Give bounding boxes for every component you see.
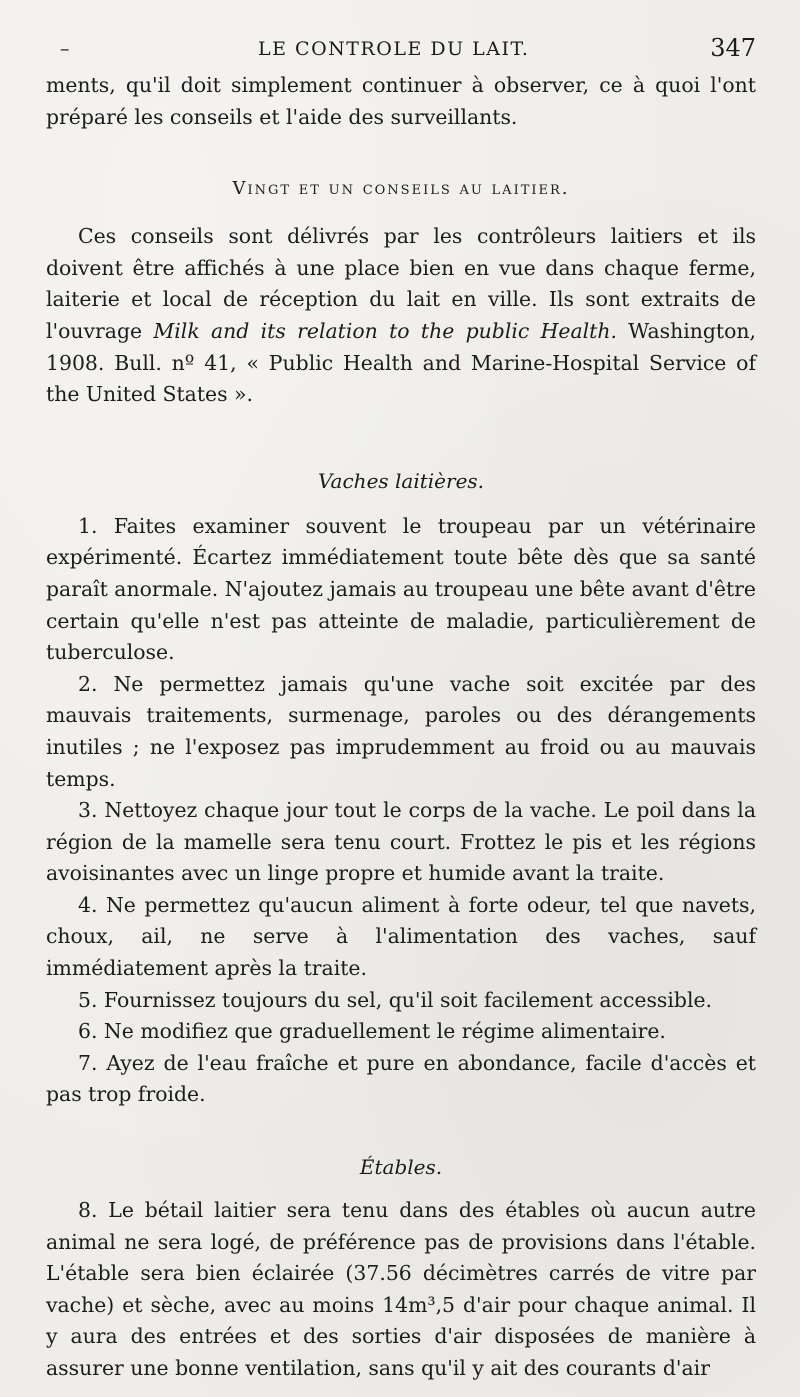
section-intro-part1: Ces conseils sont délivrés par les contrôleurs laitiers et ils doivent être affichés à une place bien en vue dans chaque ferme, laiterie et local de réception du lait en ville. Ils sont extraits de l'ouvrage <box>46 224 756 343</box>
running-title: LE CONTROLE DU LAIT. <box>258 38 530 60</box>
advice-item: 6. Ne modifiez que graduellement le régime alimentaire. <box>78 1019 666 1044</box>
advice-item: 1. Faites examiner souvent le troupeau par un vétérinaire expérimenté. Écartez immédiatement toute bête dès que sa santé paraît anormale. N'ajoutez jamais au troupeau une bête avant d'être certain qu'elle n'est pas atteinte de maladie, particulièrement de tuberculose. <box>46 513 756 665</box>
cited-work-title: Milk and its relation to the public Health. <box>153 318 617 343</box>
page-number: 347 <box>710 34 756 62</box>
running-header <box>46 30 756 70</box>
subsection-title-vaches: Vaches laitières. <box>317 468 485 493</box>
advice-item: 5. Fournissez toujours du sel, qu'il soit facilement accessible. <box>78 987 713 1012</box>
intro-paragraph: ments, qu'il doit simplement continuer à observer, ce à quoi l'ont préparé les conseils et l'aide des surveillants. <box>46 73 756 129</box>
advice-item: 4. Ne permettez qu'aucun aliment à forte odeur, tel que navets, choux, ail, ne serve à l'alimentation des vaches, sauf immédiatement après la traite. <box>46 892 756 981</box>
advice-item: 8. Le bétail laitier sera tenu dans des étables où aucun autre animal ne sera logé, de préférence pas de provisions dans l'étable. L'étable sera bien éclairée (37.56 décimètres carrés de vitre par vache) et sèche, avec au moins 14m³,5 d'air pour chaque animal. Il y aura des entrées et des sorties d'air disposées de manière à assurer une bonne ventilation, sans qu'il y ait des courants d'air <box>46 1198 756 1380</box>
section-intro-part2: Washington, 1908. Bull. nº 41, « Public Health and Marine-Hospital Service of the United States ». <box>46 318 757 407</box>
advice-item: 3. Nettoyez chaque jour tout le corps de la vache. Le poil dans la région de la mamelle sera tenu court. Frottez le pis et les régions avoisinantes avec un linge propre et humide avant la traite. <box>46 798 756 886</box>
page-content <box>46 30 756 1385</box>
section-intro-paragraph <box>46 221 756 411</box>
header-dash: – <box>60 38 71 60</box>
subsection-title-etables: Étables. <box>359 1155 443 1180</box>
advice-item: 2. Ne permettez jamais qu'une vache soit excitée par des mauvais traitements, surmenage, paroles ou des dérangements inutiles ; ne l'exposez pas imprudemment au froid ou au mauvais temps. <box>46 671 756 791</box>
advice-item: 7. Ayez de l'eau fraîche et pure en abondance, facile d'accès et pas trop froide. <box>46 1050 756 1107</box>
section-title: Vingt et un conseils au laitier. <box>232 178 570 200</box>
